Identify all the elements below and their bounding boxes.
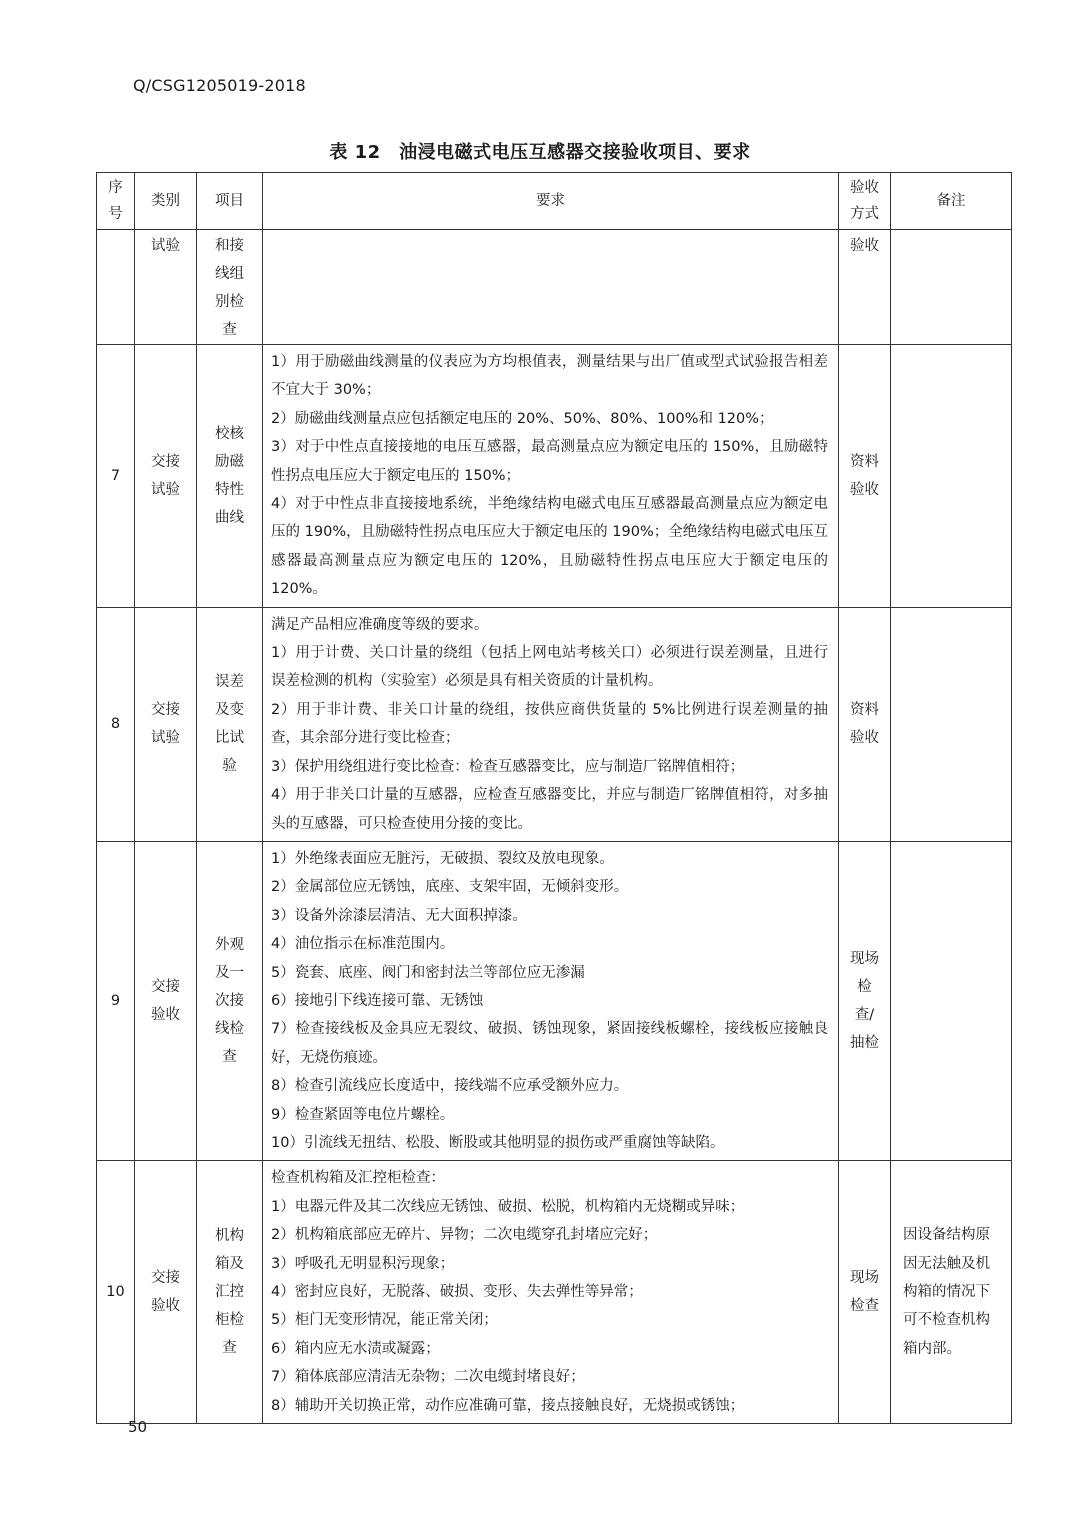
cell-method (839, 345, 891, 608)
cell-method (839, 1161, 891, 1424)
cell-item (197, 345, 263, 608)
requirement-line: 4）密封应良好，无脱落、破损、变形、失去弹性等异常； (271, 1284, 643, 1300)
requirement-line: 2）用于非计费、非关口计量的绕组，按供应商供货量的 5%比例进行误差测量的抽查，其余部分进行变比检查； (271, 701, 828, 747)
cell-item-text: 校核励磁特性曲线 (215, 425, 244, 526)
cell-category (135, 230, 197, 345)
requirement-line: 1）用于计费、关口计量的绕组（包括上网电站考核关口）必须进行误差测量，且进行误差检测的机构（实验室）必须是具有相关资质的计量机构。 (271, 645, 828, 690)
requirement-line: 3）对于中性点直接接地的电压互感器，最高测量点应为额定电压的 150%，且励磁特性拐点电压应大于额定电压的 150%； (271, 439, 828, 484)
acceptance-table (96, 172, 1012, 1424)
requirement-line: 4）对于中性点非直接接地系统，半绝缘结构电磁式电压互感器最高测量点应为额定电压的 190%，且励磁特性拐点电压应大于额定电压的 190%；全绝缘结构电磁式电压互感器最高测量点应为额定电压的 120%，且励磁特性拐点电压应大于额定电压的 120%。 (271, 496, 828, 598)
cell-category-text: 交接试验 (151, 453, 180, 498)
cell-item-text: 机构箱及汇控柜检查 (215, 1228, 244, 1357)
table-header-row (97, 173, 1012, 230)
cell-method (839, 230, 891, 345)
requirement-line: 3）保护用绕组进行变比检查：检查互感器变比，应与制造厂铭牌值相符； (271, 758, 745, 775)
col-header-method: 验收方式 (839, 173, 891, 230)
cell-category-text: 交接试验 (151, 702, 180, 747)
table-row (97, 1161, 1012, 1424)
col-header-seq: 序号 (97, 173, 135, 230)
cell-category (135, 841, 197, 1160)
table-row (97, 345, 1012, 608)
page-number: 50 (128, 1418, 148, 1436)
cell-seq: 9 (97, 841, 135, 1160)
cell-item-text: 误差及变比试验 (215, 674, 244, 775)
requirement-line: 5）柜门无变形情况，能正常关闭； (271, 1312, 498, 1329)
col-header-item: 项目 (197, 173, 263, 230)
cell-note (891, 841, 1012, 1160)
cell-item (197, 1161, 263, 1424)
requirement-line: 检查机构箱及汇控柜检查： (271, 1170, 445, 1187)
col-header-requirement: 要求 (263, 173, 839, 230)
cell-note (891, 230, 1012, 345)
table-title: 表 12 油浸电磁式电压互感器交接验收项目、要求 (329, 142, 751, 163)
requirement-line: 7）箱体底部应清洁无杂物；二次电缆封堵良好； (271, 1369, 585, 1386)
cell-category-text: 交接验收 (151, 979, 180, 1024)
cell-requirement (263, 1161, 839, 1424)
cell-method-text: 资料验收 (850, 702, 879, 747)
requirement-line: 7）检查接线板及金具应无裂纹、破损、锈蚀现象，紧固接线板螺栓，接线板应接触良好，无烧伤痕迹。 (271, 1021, 828, 1066)
requirement-line: 6）箱内应无水渍或凝露； (271, 1340, 440, 1357)
requirement-line: 8）辅助开关切换正常，动作应准确可靠，接点接触良好，无烧损或锈蚀； (271, 1397, 745, 1414)
cell-requirement (263, 841, 839, 1160)
cell-seq: 7 (97, 345, 135, 608)
cell-note: 因设备结构原因无法触及机构箱的情况下可不检查机构箱内部。 (891, 1161, 1012, 1424)
col-header-category: 类别 (135, 173, 197, 230)
requirement-line: 4）用于非关口计量的互感器，应检查互感器变比，并应与制造厂铭牌值相符，对多抽头的互感器，可只检查使用分接的变比。 (271, 787, 828, 832)
cell-requirement (263, 345, 839, 608)
cell-category-text: 试验 (151, 238, 180, 254)
requirement-line: 1）电器元件及其二次线应无锈蚀、破损、松脱，机构箱内无烧糊或异味； (271, 1198, 745, 1215)
cell-category (135, 1161, 197, 1424)
cell-category (135, 607, 197, 841)
table-row (97, 607, 1012, 841)
requirement-line: 5）瓷套、底座、阀门和密封法兰等部位应无渗漏 (271, 964, 585, 981)
cell-method-text: 现场检查 (850, 1270, 879, 1315)
cell-category (135, 345, 197, 608)
cell-note (891, 345, 1012, 608)
cell-method-text: 资料验收 (850, 453, 879, 498)
table-row (97, 230, 1012, 345)
requirement-line: 8）检查引流线应长度适中，接线端不应承受额外应力。 (271, 1078, 629, 1095)
cell-note (891, 607, 1012, 841)
requirement-line: 1）外绝缘表面应无脏污，无破损、裂纹及放电现象。 (271, 850, 614, 867)
cell-item-text: 外观及一次接线检查 (215, 937, 244, 1066)
cell-seq: 10 (97, 1161, 135, 1424)
requirement-line: 9）检查紧固等电位片螺栓。 (271, 1106, 455, 1123)
requirement-line: 2）励磁曲线测量点应包括额定电压的 20%、50%、80%、100%和 120%； (271, 410, 774, 427)
requirement-line: 10）引流线无扭结、松股、断股或其他明显的损伤或严重腐蚀等缺陷。 (271, 1134, 725, 1151)
cell-method (839, 607, 891, 841)
cell-category-text: 交接验收 (151, 1270, 180, 1315)
requirement-line: 满足产品相应准确度等级的要求。 (271, 616, 489, 633)
cell-item-text: 和接线组别检查 (215, 238, 244, 338)
cell-requirement (263, 607, 839, 841)
cell-method-text: 验收 (850, 238, 879, 254)
table-row (97, 841, 1012, 1160)
cell-requirement (263, 230, 839, 345)
cell-seq (97, 230, 135, 345)
cell-method (839, 841, 891, 1160)
requirement-line: 3）呼吸孔无明显积污现象； (271, 1255, 455, 1272)
cell-item (197, 841, 263, 1160)
cell-item (197, 607, 263, 841)
col-header-note: 备注 (891, 173, 1012, 230)
requirement-line: 3）设备外涂漆层清洁、无大面积掉漆。 (271, 907, 527, 924)
requirement-line: 6）接地引下线连接可靠、无锈蚀 (271, 992, 484, 1009)
requirement-line: 4）油位指示在标准范围内。 (271, 936, 455, 953)
document-code: Q/CSG1205019-2018 (133, 76, 306, 95)
cell-item (197, 230, 263, 345)
requirement-line: 2）机构箱底部应无碎片、异物；二次电缆穿孔封堵应完好； (271, 1227, 658, 1244)
cell-seq: 8 (97, 607, 135, 841)
requirement-line: 2）金属部位应无锈蚀，底座、支架牢固，无倾斜变形。 (271, 879, 629, 896)
cell-method-text: 现场检查/抽检 (850, 951, 879, 1052)
requirement-line: 1）用于励磁曲线测量的仪表应为方均根值表，测量结果与出厂值或型式试验报告相差不宜大于 30%； (271, 354, 828, 399)
